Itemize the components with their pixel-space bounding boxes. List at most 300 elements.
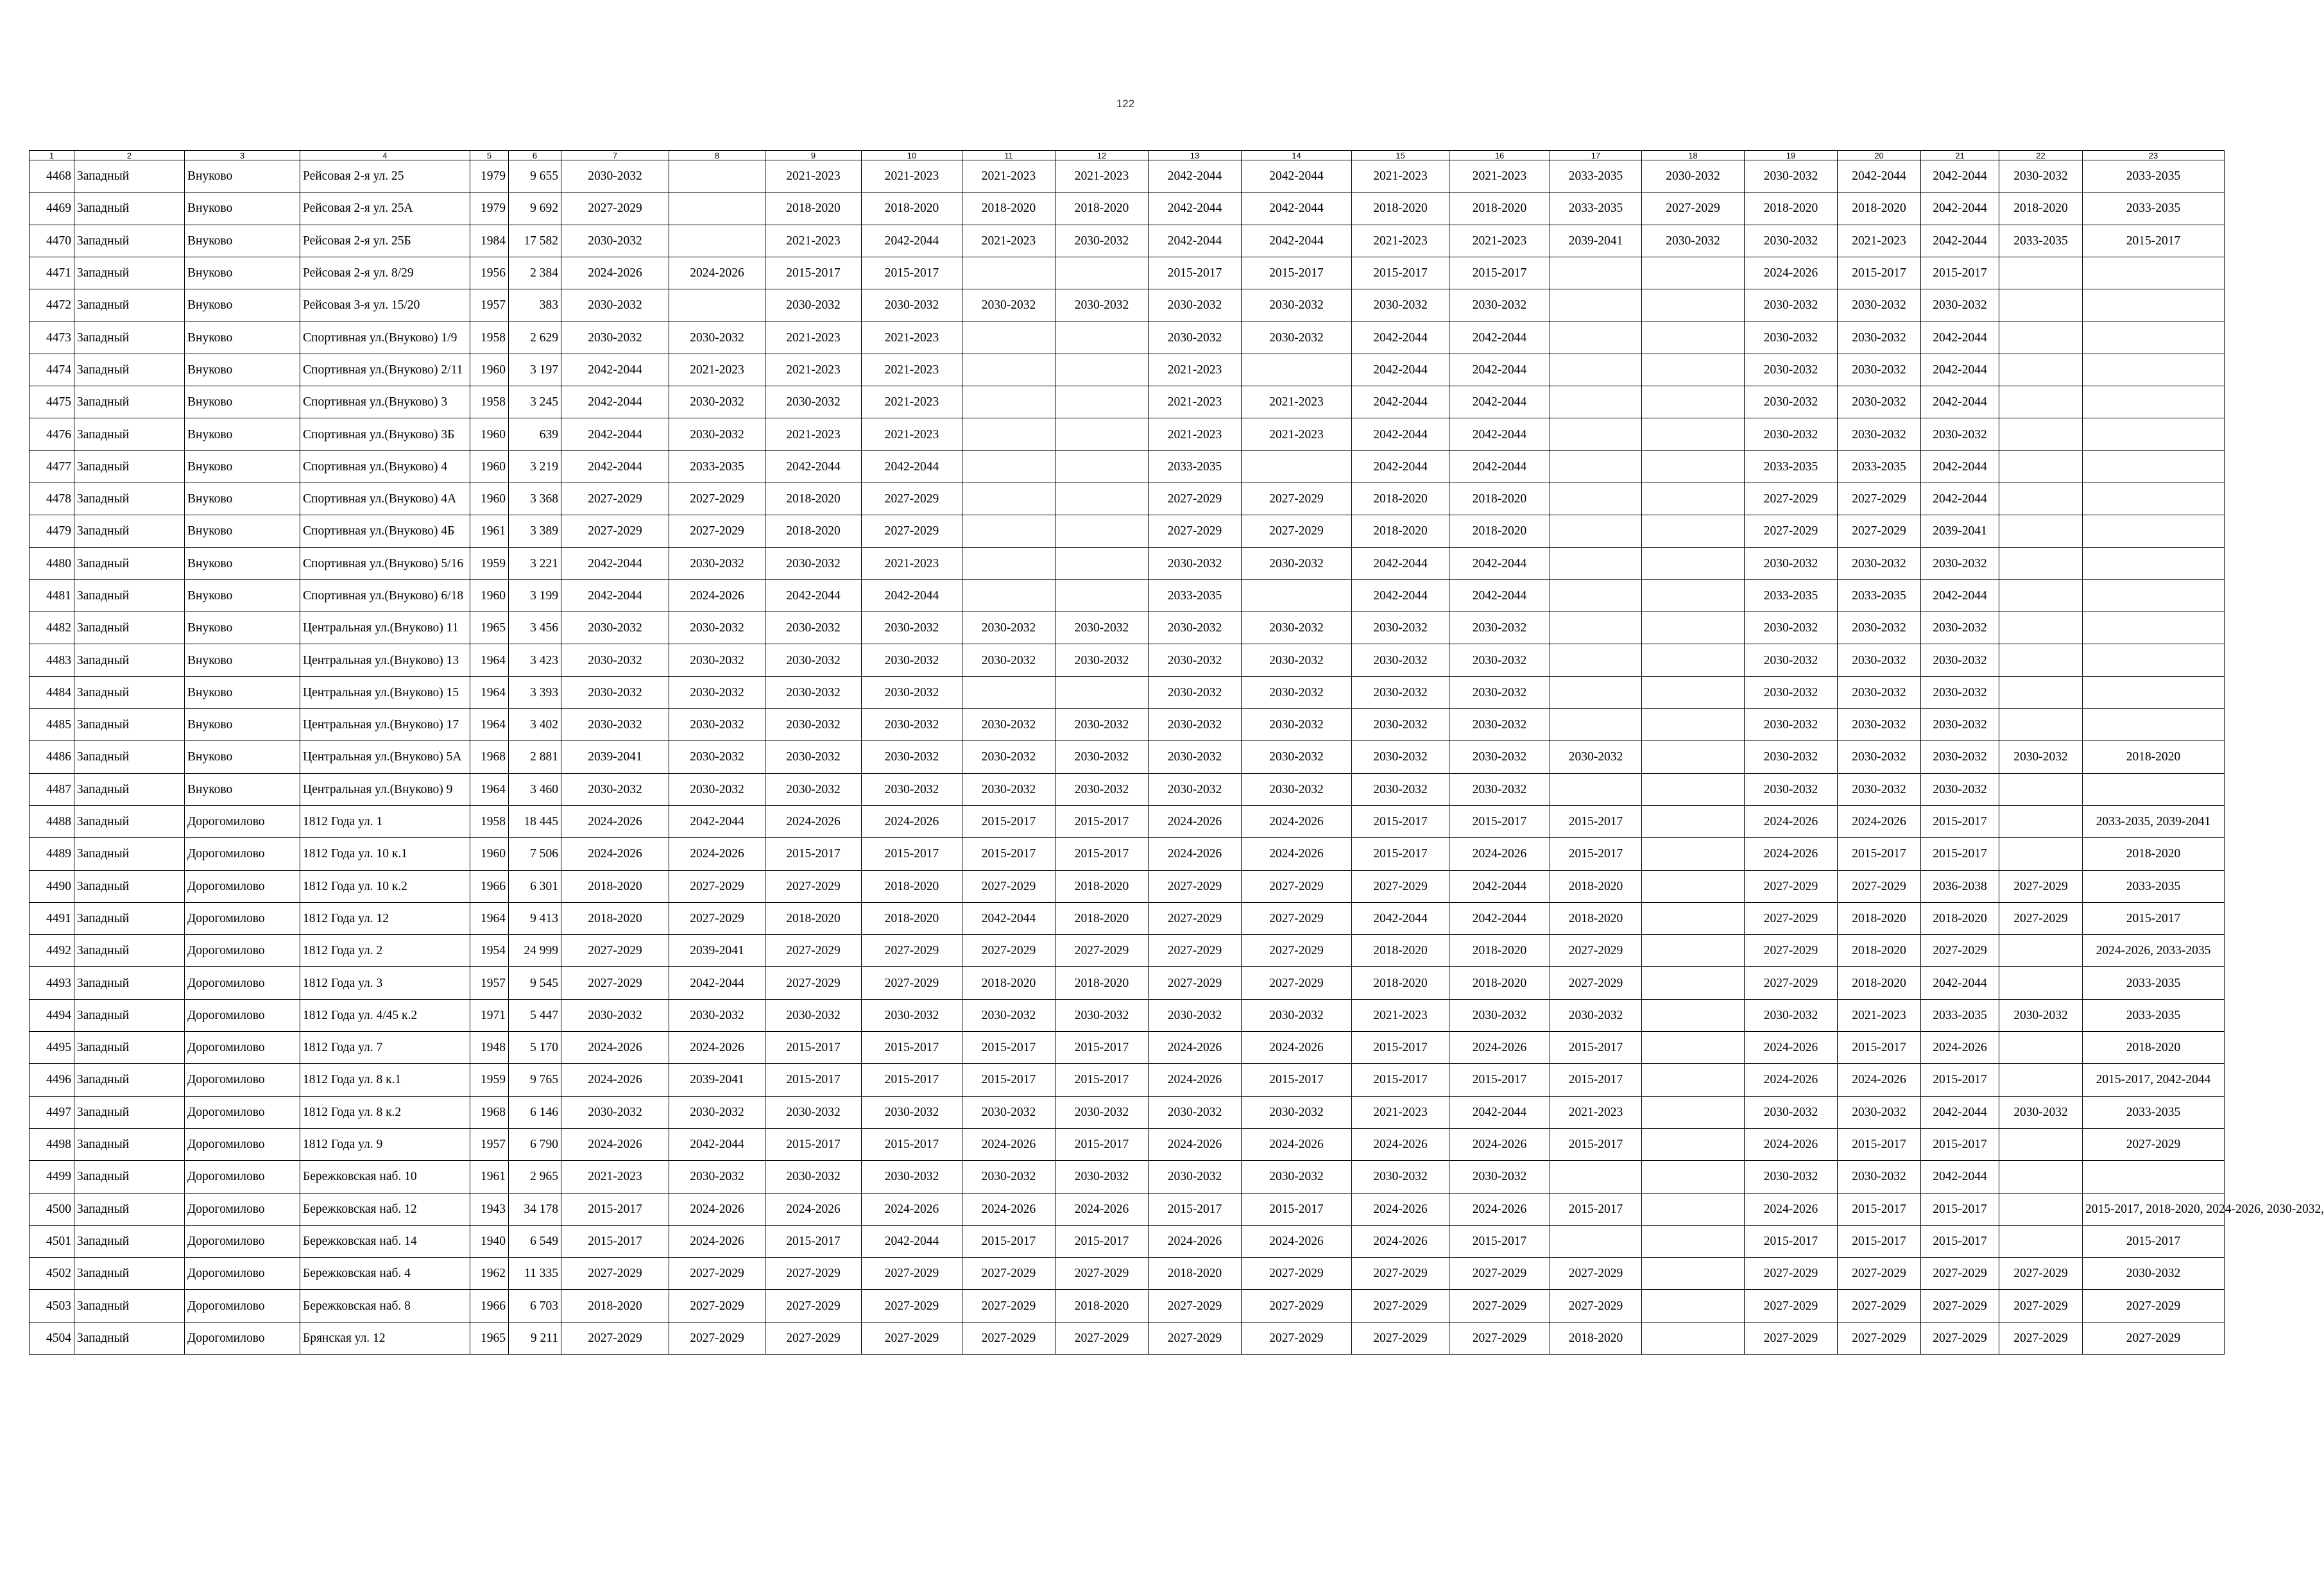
repair-period-cell: 2018-2020 <box>1055 193 1149 225</box>
year-built-cell: 1943 <box>470 1193 509 1225</box>
repair-period-cell: 2015-2017 <box>765 257 862 289</box>
repair-period-cell: 2042-2044 <box>1352 418 1449 450</box>
table-row <box>30 1290 2225 1322</box>
floor-area-cell: 3 199 <box>509 579 561 612</box>
row-number-cell: 4482 <box>30 612 74 644</box>
repair-period-cell: 2030-2032 <box>862 741 962 773</box>
repair-period-cell <box>1999 354 2083 386</box>
repair-period-cell: 2018-2020 <box>1449 967 1550 999</box>
repair-period-cell: 2027-2029 <box>962 870 1055 902</box>
repair-period-cell <box>1999 644 2083 676</box>
year-built-cell: 1984 <box>470 225 509 257</box>
floor-area-cell: 3 219 <box>509 450 561 483</box>
repair-period-cell <box>1642 805 1745 837</box>
area-cell: Дорогомилово <box>185 838 300 870</box>
repair-period-cell <box>1642 321 1745 354</box>
address-cell: Рейсовая 2-я ул. 8/29 <box>300 257 470 289</box>
repair-period-cell: 2015-2017 <box>1449 1064 1550 1096</box>
repair-period-cell: 2027-2029 <box>862 483 962 515</box>
column-number-header: 4 <box>300 151 470 160</box>
table-row <box>30 644 2225 676</box>
district-cell: Западный <box>74 644 185 676</box>
column-number-header: 12 <box>1055 151 1149 160</box>
repair-period-cell: 2027-2029 <box>1242 967 1352 999</box>
repair-period-cell: 2015-2017 <box>1242 1193 1352 1225</box>
repair-period-cell: 2027-2029 <box>862 1258 962 1290</box>
repair-period-cell: 2030-2032 <box>669 741 765 773</box>
repair-period-cell: 2018-2020 <box>1352 193 1449 225</box>
floor-area-cell: 3 197 <box>509 354 561 386</box>
repair-period-cell: 2027-2029 <box>1999 1258 2083 1290</box>
repair-period-cell: 2042-2044 <box>1149 160 1242 193</box>
repair-period-cell <box>1242 450 1352 483</box>
repair-period-cell: 2027-2029 <box>669 870 765 902</box>
repair-period-cell: 2027-2029 <box>1838 1258 1921 1290</box>
repair-period-cell: 2030-2032 <box>1055 644 1149 676</box>
repair-period-cell <box>1550 773 1642 805</box>
repair-period-cell: 2027-2029 <box>561 1258 669 1290</box>
column-number-header: 8 <box>669 151 765 160</box>
repair-period-cell: 2030-2032 <box>1838 612 1921 644</box>
repair-period-cell <box>1055 483 1149 515</box>
repair-period-cell <box>1055 321 1149 354</box>
repair-period-cell: 2015-2017 <box>1449 257 1550 289</box>
address-cell: Центральная ул.(Внуково) 5А <box>300 741 470 773</box>
repair-period-cell <box>962 354 1055 386</box>
table-row <box>30 838 2225 870</box>
repair-period-cell: 2030-2032 <box>1449 644 1550 676</box>
floor-area-cell: 3 368 <box>509 483 561 515</box>
repair-period-cell: 2042-2044 <box>669 967 765 999</box>
repair-period-cell: 2018-2020 <box>1838 967 1921 999</box>
repair-period-cell <box>1055 386 1149 418</box>
capital-repair-schedule-table <box>29 150 2324 1355</box>
repair-period-cell: 2027-2029 <box>1745 967 1838 999</box>
repair-period-cell <box>1642 1161 1745 1193</box>
repair-period-cell: 2030-2032 <box>962 289 1055 321</box>
repair-period-cell: 2027-2029 <box>765 1290 862 1322</box>
repair-period-cell: 2015-2017 <box>862 257 962 289</box>
repair-period-cell: 2030-2032 <box>1352 773 1449 805</box>
repair-period-cell <box>1550 418 1642 450</box>
repair-period-cell: 2042-2044 <box>1921 321 1999 354</box>
floor-area-cell: 6 790 <box>509 1128 561 1160</box>
table-row <box>30 870 2225 902</box>
address-cell: Центральная ул.(Внуково) 9 <box>300 773 470 805</box>
repair-period-cell: 2030-2032 <box>962 741 1055 773</box>
floor-area-cell: 2 384 <box>509 257 561 289</box>
repair-period-cell: 2030-2032 <box>1149 676 1242 708</box>
district-cell: Западный <box>74 676 185 708</box>
repair-period-cell: 2042-2044 <box>1921 160 1999 193</box>
table-row <box>30 967 2225 999</box>
repair-period-cell <box>669 289 765 321</box>
repair-period-cell: 2027-2029 <box>1242 483 1352 515</box>
year-built-cell: 1948 <box>470 1032 509 1064</box>
repair-period-cell: 2021-2023 <box>765 321 862 354</box>
repair-period-cell: 2027-2029 <box>962 1322 1055 1354</box>
repair-period-cell: 2021-2023 <box>862 386 962 418</box>
repair-period-cell: 2033-2035 <box>2083 1096 2225 1128</box>
area-cell: Дорогомилово <box>185 935 300 967</box>
repair-period-cell <box>2083 483 2225 515</box>
repair-period-cell: 2015-2017 <box>962 1032 1055 1064</box>
repair-period-cell: 2021-2023 <box>1242 386 1352 418</box>
floor-area-cell: 7 506 <box>509 838 561 870</box>
repair-period-cell: 2024-2026 <box>1352 1128 1449 1160</box>
repair-period-cell: 2030-2032 <box>765 644 862 676</box>
repair-period-cell: 2018-2020 <box>1838 935 1921 967</box>
repair-period-cell: 2018-2020 <box>1449 483 1550 515</box>
repair-period-cell <box>1642 999 1745 1031</box>
column-number-header: 19 <box>1745 151 1838 160</box>
repair-period-cell: 2030-2032 <box>1449 612 1550 644</box>
column-number-header: 10 <box>862 151 962 160</box>
repair-period-cell: 2024-2026 <box>1745 1128 1838 1160</box>
repair-period-cell: 2024-2026 <box>669 579 765 612</box>
repair-period-cell: 2030-2032 <box>1149 773 1242 805</box>
repair-period-cell: 2027-2029 <box>1745 870 1838 902</box>
repair-period-cell: 2042-2044 <box>1921 483 1999 515</box>
district-cell: Западный <box>74 225 185 257</box>
area-cell: Внуково <box>185 354 300 386</box>
column-number-header: 21 <box>1921 151 1999 160</box>
repair-period-cell: 2030-2032 <box>862 612 962 644</box>
repair-period-cell: 2030-2032 <box>1449 676 1550 708</box>
repair-period-cell <box>1642 967 1745 999</box>
repair-period-cell: 2030-2032 <box>1149 289 1242 321</box>
repair-period-cell: 2027-2029 <box>1055 935 1149 967</box>
repair-period-cell: 2042-2044 <box>1352 354 1449 386</box>
repair-period-cell: 2018-2020 <box>1838 902 1921 934</box>
repair-period-cell <box>962 676 1055 708</box>
repair-period-cell: 2030-2032 <box>1149 1096 1242 1128</box>
repair-period-cell <box>2083 321 2225 354</box>
repair-period-cell: 2015-2017 <box>1055 838 1149 870</box>
repair-period-cell: 2015-2017 <box>1550 838 1642 870</box>
repair-period-cell: 2024-2026 <box>669 1225 765 1257</box>
repair-period-cell: 2027-2029 <box>1055 1322 1149 1354</box>
repair-period-cell: 2027-2029 <box>669 515 765 547</box>
repair-period-cell: 2030-2032 <box>669 321 765 354</box>
repair-period-cell: 2042-2044 <box>561 547 669 579</box>
table-row <box>30 1161 2225 1193</box>
repair-period-cell: 2021-2023 <box>1149 386 1242 418</box>
repair-period-cell: 2030-2032 <box>1242 1096 1352 1128</box>
address-cell: Бережковская наб. 4 <box>300 1258 470 1290</box>
repair-period-cell <box>1550 321 1642 354</box>
repair-period-cell: 2030-2032 <box>1149 547 1242 579</box>
address-cell: 1812 Года ул. 4/45 к.2 <box>300 999 470 1031</box>
repair-period-cell: 2015-2017 <box>1550 1128 1642 1160</box>
column-number-header: 2 <box>74 151 185 160</box>
year-built-cell: 1966 <box>470 1290 509 1322</box>
repair-period-cell: 2015-2017 <box>1055 1064 1149 1096</box>
repair-period-cell <box>1999 1128 2083 1160</box>
repair-period-cell: 2030-2032 <box>669 1096 765 1128</box>
repair-period-cell: 2018-2020 <box>962 967 1055 999</box>
repair-period-cell <box>1999 805 2083 837</box>
column-number-header: 11 <box>962 151 1055 160</box>
repair-period-cell: 2021-2023 <box>561 1161 669 1193</box>
repair-period-cell: 2042-2044 <box>862 225 962 257</box>
repair-period-cell: 2030-2032 <box>561 289 669 321</box>
repair-period-cell: 2027-2029 <box>1242 902 1352 934</box>
area-cell: Дорогомилово <box>185 1225 300 1257</box>
table-row <box>30 935 2225 967</box>
repair-period-cell: 2030-2032 <box>1242 547 1352 579</box>
repair-period-cell <box>1642 741 1745 773</box>
address-cell: 1812 Года ул. 8 к.1 <box>300 1064 470 1096</box>
area-cell: Внуково <box>185 709 300 741</box>
repair-period-cell: 2024-2026 <box>1745 257 1838 289</box>
repair-period-cell: 2030-2032 <box>765 612 862 644</box>
year-built-cell: 1956 <box>470 257 509 289</box>
table-row <box>30 515 2225 547</box>
repair-period-cell: 2030-2032 <box>669 386 765 418</box>
repair-period-cell: 2033-2035 <box>2083 870 2225 902</box>
repair-period-cell: 2015-2017 <box>561 1225 669 1257</box>
repair-period-cell: 2021-2023 <box>1449 160 1550 193</box>
repair-period-cell: 2015-2017 <box>1055 1225 1149 1257</box>
district-cell: Западный <box>74 1064 185 1096</box>
row-number-cell: 4500 <box>30 1193 74 1225</box>
repair-period-cell: 2030-2032 <box>561 1096 669 1128</box>
district-cell: Западный <box>74 257 185 289</box>
repair-period-cell: 2027-2029 <box>1149 935 1242 967</box>
repair-period-cell: 2030-2032 <box>561 321 669 354</box>
repair-period-cell: 2027-2029 <box>862 515 962 547</box>
address-cell: 1812 Года ул. 2 <box>300 935 470 967</box>
address-cell: Спортивная ул.(Внуково) 3Б <box>300 418 470 450</box>
repair-period-cell: 2030-2032 <box>669 709 765 741</box>
repair-period-cell: 2030-2032 <box>561 612 669 644</box>
repair-period-cell <box>1055 257 1149 289</box>
repair-period-cell: 2030-2032 <box>1055 999 1149 1031</box>
repair-period-cell: 2030-2032 <box>765 1161 862 1193</box>
repair-period-cell: 2024-2026 <box>1352 1193 1449 1225</box>
repair-period-cell: 2030-2032 <box>862 1161 962 1193</box>
repair-period-cell <box>1999 676 2083 708</box>
repair-period-cell <box>1642 1258 1745 1290</box>
repair-period-cell: 2030-2032 <box>1242 709 1352 741</box>
floor-area-cell: 3 456 <box>509 612 561 644</box>
repair-period-cell: 2015-2017 <box>862 1128 962 1160</box>
repair-period-cell: 2030-2032 <box>862 1096 962 1128</box>
floor-area-cell: 3 402 <box>509 709 561 741</box>
repair-period-cell: 2018-2020 <box>2083 838 2225 870</box>
repair-period-cell: 2030-2032 <box>1642 160 1745 193</box>
repair-period-cell: 2027-2029 <box>1352 1258 1449 1290</box>
repair-period-cell <box>1642 418 1745 450</box>
repair-period-cell: 2027-2029 <box>1242 935 1352 967</box>
repair-period-cell: 2021-2023 <box>765 418 862 450</box>
repair-period-cell: 2030-2032 <box>1352 644 1449 676</box>
year-built-cell: 1958 <box>470 321 509 354</box>
repair-period-cell <box>1642 1225 1745 1257</box>
year-built-cell: 1957 <box>470 1128 509 1160</box>
repair-period-cell: 2015-2017 <box>1838 1128 1921 1160</box>
district-cell: Западный <box>74 547 185 579</box>
repair-period-cell: 2024-2026 <box>1242 1225 1352 1257</box>
repair-period-cell <box>1999 515 2083 547</box>
repair-period-cell: 2042-2044 <box>1921 386 1999 418</box>
repair-period-cell: 2030-2032 <box>1642 225 1745 257</box>
table-row <box>30 289 2225 321</box>
area-cell: Дорогомилово <box>185 1161 300 1193</box>
repair-period-cell: 2021-2023 <box>1352 160 1449 193</box>
repair-period-cell <box>962 450 1055 483</box>
repair-period-cell <box>1055 579 1149 612</box>
area-cell: Внуково <box>185 321 300 354</box>
repair-period-cell: 2033-2035 <box>1921 999 1999 1031</box>
repair-period-cell: 2030-2032 <box>1745 354 1838 386</box>
table-row <box>30 418 2225 450</box>
year-built-cell: 1962 <box>470 1258 509 1290</box>
repair-period-cell: 2027-2029 <box>2083 1128 2225 1160</box>
repair-period-cell: 2015-2017 <box>1242 257 1352 289</box>
repair-period-cell: 2030-2032 <box>1242 644 1352 676</box>
column-number-header: 20 <box>1838 151 1921 160</box>
repair-period-cell: 2027-2029 <box>1242 870 1352 902</box>
repair-period-cell: 2030-2032 <box>1838 644 1921 676</box>
table-row <box>30 160 2225 193</box>
year-built-cell: 1979 <box>470 193 509 225</box>
repair-period-cell <box>962 418 1055 450</box>
repair-period-cell: 2042-2044 <box>1449 321 1550 354</box>
repair-period-cell: 2030-2032 <box>1999 1096 2083 1128</box>
repair-period-cell: 2021-2023 <box>1838 225 1921 257</box>
row-number-cell: 4473 <box>30 321 74 354</box>
floor-area-cell: 18 445 <box>509 805 561 837</box>
repair-period-cell <box>2083 709 2225 741</box>
column-number-header: 18 <box>1642 151 1745 160</box>
floor-area-cell: 6 703 <box>509 1290 561 1322</box>
address-cell: Рейсовая 3-я ул. 15/20 <box>300 289 470 321</box>
repair-period-cell: 2027-2029 <box>561 515 669 547</box>
repair-period-cell: 2039-2041 <box>561 741 669 773</box>
repair-period-cell: 2021-2023 <box>765 160 862 193</box>
repair-period-cell <box>1550 483 1642 515</box>
column-number-header: 5 <box>470 151 509 160</box>
repair-period-cell: 2018-2020 <box>862 870 962 902</box>
repair-period-cell: 2030-2032 <box>1745 321 1838 354</box>
row-number-cell: 4494 <box>30 999 74 1031</box>
repair-period-cell: 2030-2032 <box>1745 709 1838 741</box>
area-cell: Внуково <box>185 483 300 515</box>
repair-period-cell <box>1999 547 2083 579</box>
repair-period-cell: 2030-2032 <box>1745 1096 1838 1128</box>
floor-area-cell: 383 <box>509 289 561 321</box>
floor-area-cell: 3 245 <box>509 386 561 418</box>
repair-period-cell: 2024-2026 <box>1745 1032 1838 1064</box>
floor-area-cell: 17 582 <box>509 225 561 257</box>
repair-period-cell: 2030-2032 <box>765 547 862 579</box>
repair-period-cell: 2030-2032 <box>1999 741 2083 773</box>
repair-period-cell: 2030-2032 <box>862 999 962 1031</box>
repair-period-cell: 2030-2032 <box>862 773 962 805</box>
repair-period-cell <box>1999 257 2083 289</box>
repair-period-cell: 2042-2044 <box>1921 450 1999 483</box>
area-cell: Дорогомилово <box>185 1258 300 1290</box>
repair-period-cell: 2042-2044 <box>1921 579 1999 612</box>
repair-period-cell: 2033-2035 <box>2083 999 2225 1031</box>
repair-period-cell: 2030-2032 <box>1449 709 1550 741</box>
address-cell: Спортивная ул.(Внуково) 1/9 <box>300 321 470 354</box>
repair-period-cell: 2030-2032 <box>1745 741 1838 773</box>
row-number-cell: 4480 <box>30 547 74 579</box>
repair-period-cell: 2030-2032 <box>765 386 862 418</box>
repair-period-cell: 2027-2029 <box>862 967 962 999</box>
table-row <box>30 709 2225 741</box>
repair-period-cell: 2024-2026 <box>561 805 669 837</box>
repair-period-cell: 2030-2032 <box>1838 1161 1921 1193</box>
repair-period-cell: 2015-2017 <box>1921 1193 1999 1225</box>
repair-period-cell: 2027-2029 <box>1921 935 1999 967</box>
repair-period-cell: 2027-2029 <box>1745 935 1838 967</box>
table-row <box>30 1322 2225 1354</box>
repair-period-cell: 2042-2044 <box>862 579 962 612</box>
repair-period-cell: 2024-2026 <box>1149 838 1242 870</box>
repair-period-cell: 2024-2026 <box>1745 1064 1838 1096</box>
repair-period-cell: 2018-2020 <box>962 193 1055 225</box>
repair-period-cell <box>1550 676 1642 708</box>
repair-period-cell: 2021-2023 <box>962 160 1055 193</box>
area-cell: Дорогомилово <box>185 1128 300 1160</box>
repair-period-cell: 2024-2026 <box>669 257 765 289</box>
repair-period-cell: 2027-2029 <box>561 967 669 999</box>
repair-period-cell: 2042-2044 <box>1921 1096 1999 1128</box>
repair-period-cell: 2024-2026 <box>669 1193 765 1225</box>
repair-period-cell: 2027-2029 <box>1352 1290 1449 1322</box>
repair-period-cell: 2015-2017 <box>1921 838 1999 870</box>
year-built-cell: 1968 <box>470 1096 509 1128</box>
floor-area-cell: 2 881 <box>509 741 561 773</box>
address-cell: Центральная ул.(Внуково) 15 <box>300 676 470 708</box>
district-cell: Западный <box>74 1322 185 1354</box>
repair-period-cell: 2018-2020 <box>1055 870 1149 902</box>
repair-period-cell: 2027-2029 <box>765 935 862 967</box>
repair-period-cell: 2021-2023 <box>1550 1096 1642 1128</box>
repair-period-cell: 2027-2029 <box>962 1258 1055 1290</box>
repair-period-cell: 2024-2026 <box>1149 1225 1242 1257</box>
repair-period-cell: 2030-2032 <box>1921 289 1999 321</box>
repair-period-cell: 2024-2026 <box>1449 1193 1550 1225</box>
repair-period-cell: 2015-2017 <box>1838 1032 1921 1064</box>
district-cell: Западный <box>74 289 185 321</box>
repair-period-cell: 2030-2032 <box>1055 773 1149 805</box>
repair-period-cell: 2033-2035 <box>1999 225 2083 257</box>
repair-period-cell <box>1999 418 2083 450</box>
repair-period-cell: 2042-2044 <box>669 805 765 837</box>
repair-period-cell: 2030-2032 <box>1921 773 1999 805</box>
repair-period-cell: 2024-2026 <box>1242 838 1352 870</box>
repair-period-cell: 2030-2032 <box>1921 644 1999 676</box>
area-cell: Внуково <box>185 547 300 579</box>
repair-period-cell: 2030-2032 <box>669 644 765 676</box>
repair-period-cell: 2015-2017 <box>962 1225 1055 1257</box>
repair-period-cell <box>1642 1096 1745 1128</box>
repair-period-cell: 2042-2044 <box>1352 547 1449 579</box>
repair-period-cell: 2030-2032 <box>561 709 669 741</box>
repair-period-cell <box>1642 838 1745 870</box>
repair-period-cell: 2030-2032 <box>1055 225 1149 257</box>
repair-period-cell: 2015-2017 <box>1745 1225 1838 1257</box>
repair-period-cell: 2030-2032 <box>862 709 962 741</box>
repair-period-cell: 2030-2032 <box>962 1096 1055 1128</box>
district-cell: Западный <box>74 773 185 805</box>
repair-period-cell: 2015-2017 <box>1449 1225 1550 1257</box>
